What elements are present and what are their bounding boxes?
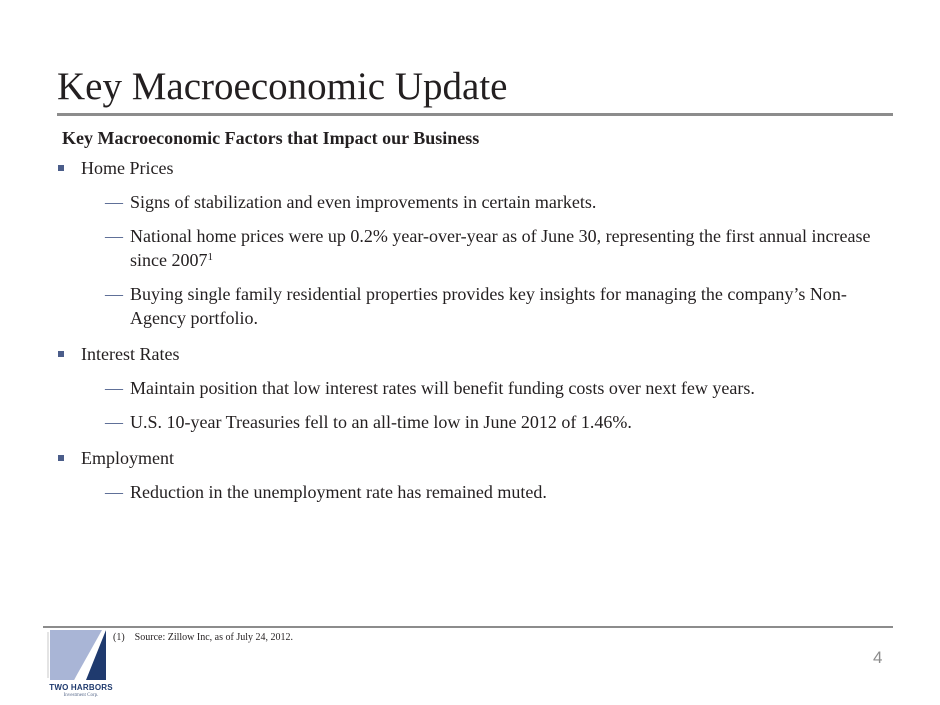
footnote-text: Source: Zillow Inc, as of July 24, 2012. bbox=[134, 632, 293, 643]
dash-bullet-icon: — bbox=[105, 226, 123, 246]
bullet-heading: Interest Rates bbox=[81, 344, 180, 364]
logo-mark-icon bbox=[46, 628, 116, 683]
bullet-home-prices bbox=[58, 156, 888, 180]
slide-subtitle: Key Macroeconomic Factors that Impact our Business bbox=[62, 128, 480, 148]
bullet-heading: Home Prices bbox=[81, 158, 174, 178]
sub-bullet bbox=[58, 480, 888, 504]
sub-bullet bbox=[58, 376, 888, 400]
dash-bullet-icon: — bbox=[105, 482, 123, 502]
dash-bullet-icon: — bbox=[105, 412, 123, 432]
sub-bullet-text: National home prices were up 0.2% year-over-year as of June 30, representing the first annual increase since 2007 bbox=[130, 226, 871, 270]
title-divider bbox=[57, 113, 893, 116]
sub-bullet bbox=[58, 410, 888, 434]
section-home-prices bbox=[58, 156, 888, 330]
section-employment bbox=[58, 446, 888, 504]
sub-bullet-text: Maintain position that low interest rates will benefit funding costs over next few years. bbox=[130, 378, 755, 398]
sub-bullet bbox=[58, 282, 888, 330]
sub-bullet-text: U.S. 10-year Treasuries fell to an all-time low in June 2012 of 1.46%. bbox=[130, 412, 632, 432]
sub-bullet-text: Reduction in the unemployment rate has remained muted. bbox=[130, 482, 547, 502]
sub-bullet-text: Signs of stabilization and even improvements in certain markets. bbox=[130, 192, 597, 212]
section-interest-rates bbox=[58, 342, 888, 434]
dash-bullet-icon: — bbox=[105, 284, 123, 304]
bullet-heading: Employment bbox=[81, 448, 174, 468]
company-logo bbox=[46, 628, 116, 702]
sub-bullet bbox=[58, 224, 888, 272]
footnote bbox=[113, 632, 293, 643]
logo-name: TWO HARBORS bbox=[49, 683, 113, 692]
dash-bullet-icon: — bbox=[105, 378, 123, 398]
footnote-ref: 1 bbox=[207, 251, 213, 263]
square-bullet-icon bbox=[58, 455, 64, 461]
square-bullet-icon bbox=[58, 165, 64, 171]
sub-bullet bbox=[58, 190, 888, 214]
dash-bullet-icon: — bbox=[105, 192, 123, 212]
slide-title: Key Macroeconomic Update bbox=[57, 65, 508, 108]
footer-divider bbox=[43, 626, 893, 628]
logo-tagline: Investment Corp. bbox=[63, 693, 99, 698]
page-number: 4 bbox=[873, 648, 883, 667]
sub-bullet-text: Buying single family residential properties provides key insights for managing the company’s Non-Agency portfolio. bbox=[130, 284, 847, 328]
slide-body bbox=[58, 156, 888, 504]
bullet-employment bbox=[58, 446, 888, 470]
footnote-number: (1) bbox=[113, 632, 125, 643]
bullet-interest-rates bbox=[58, 342, 888, 366]
square-bullet-icon bbox=[58, 351, 64, 357]
